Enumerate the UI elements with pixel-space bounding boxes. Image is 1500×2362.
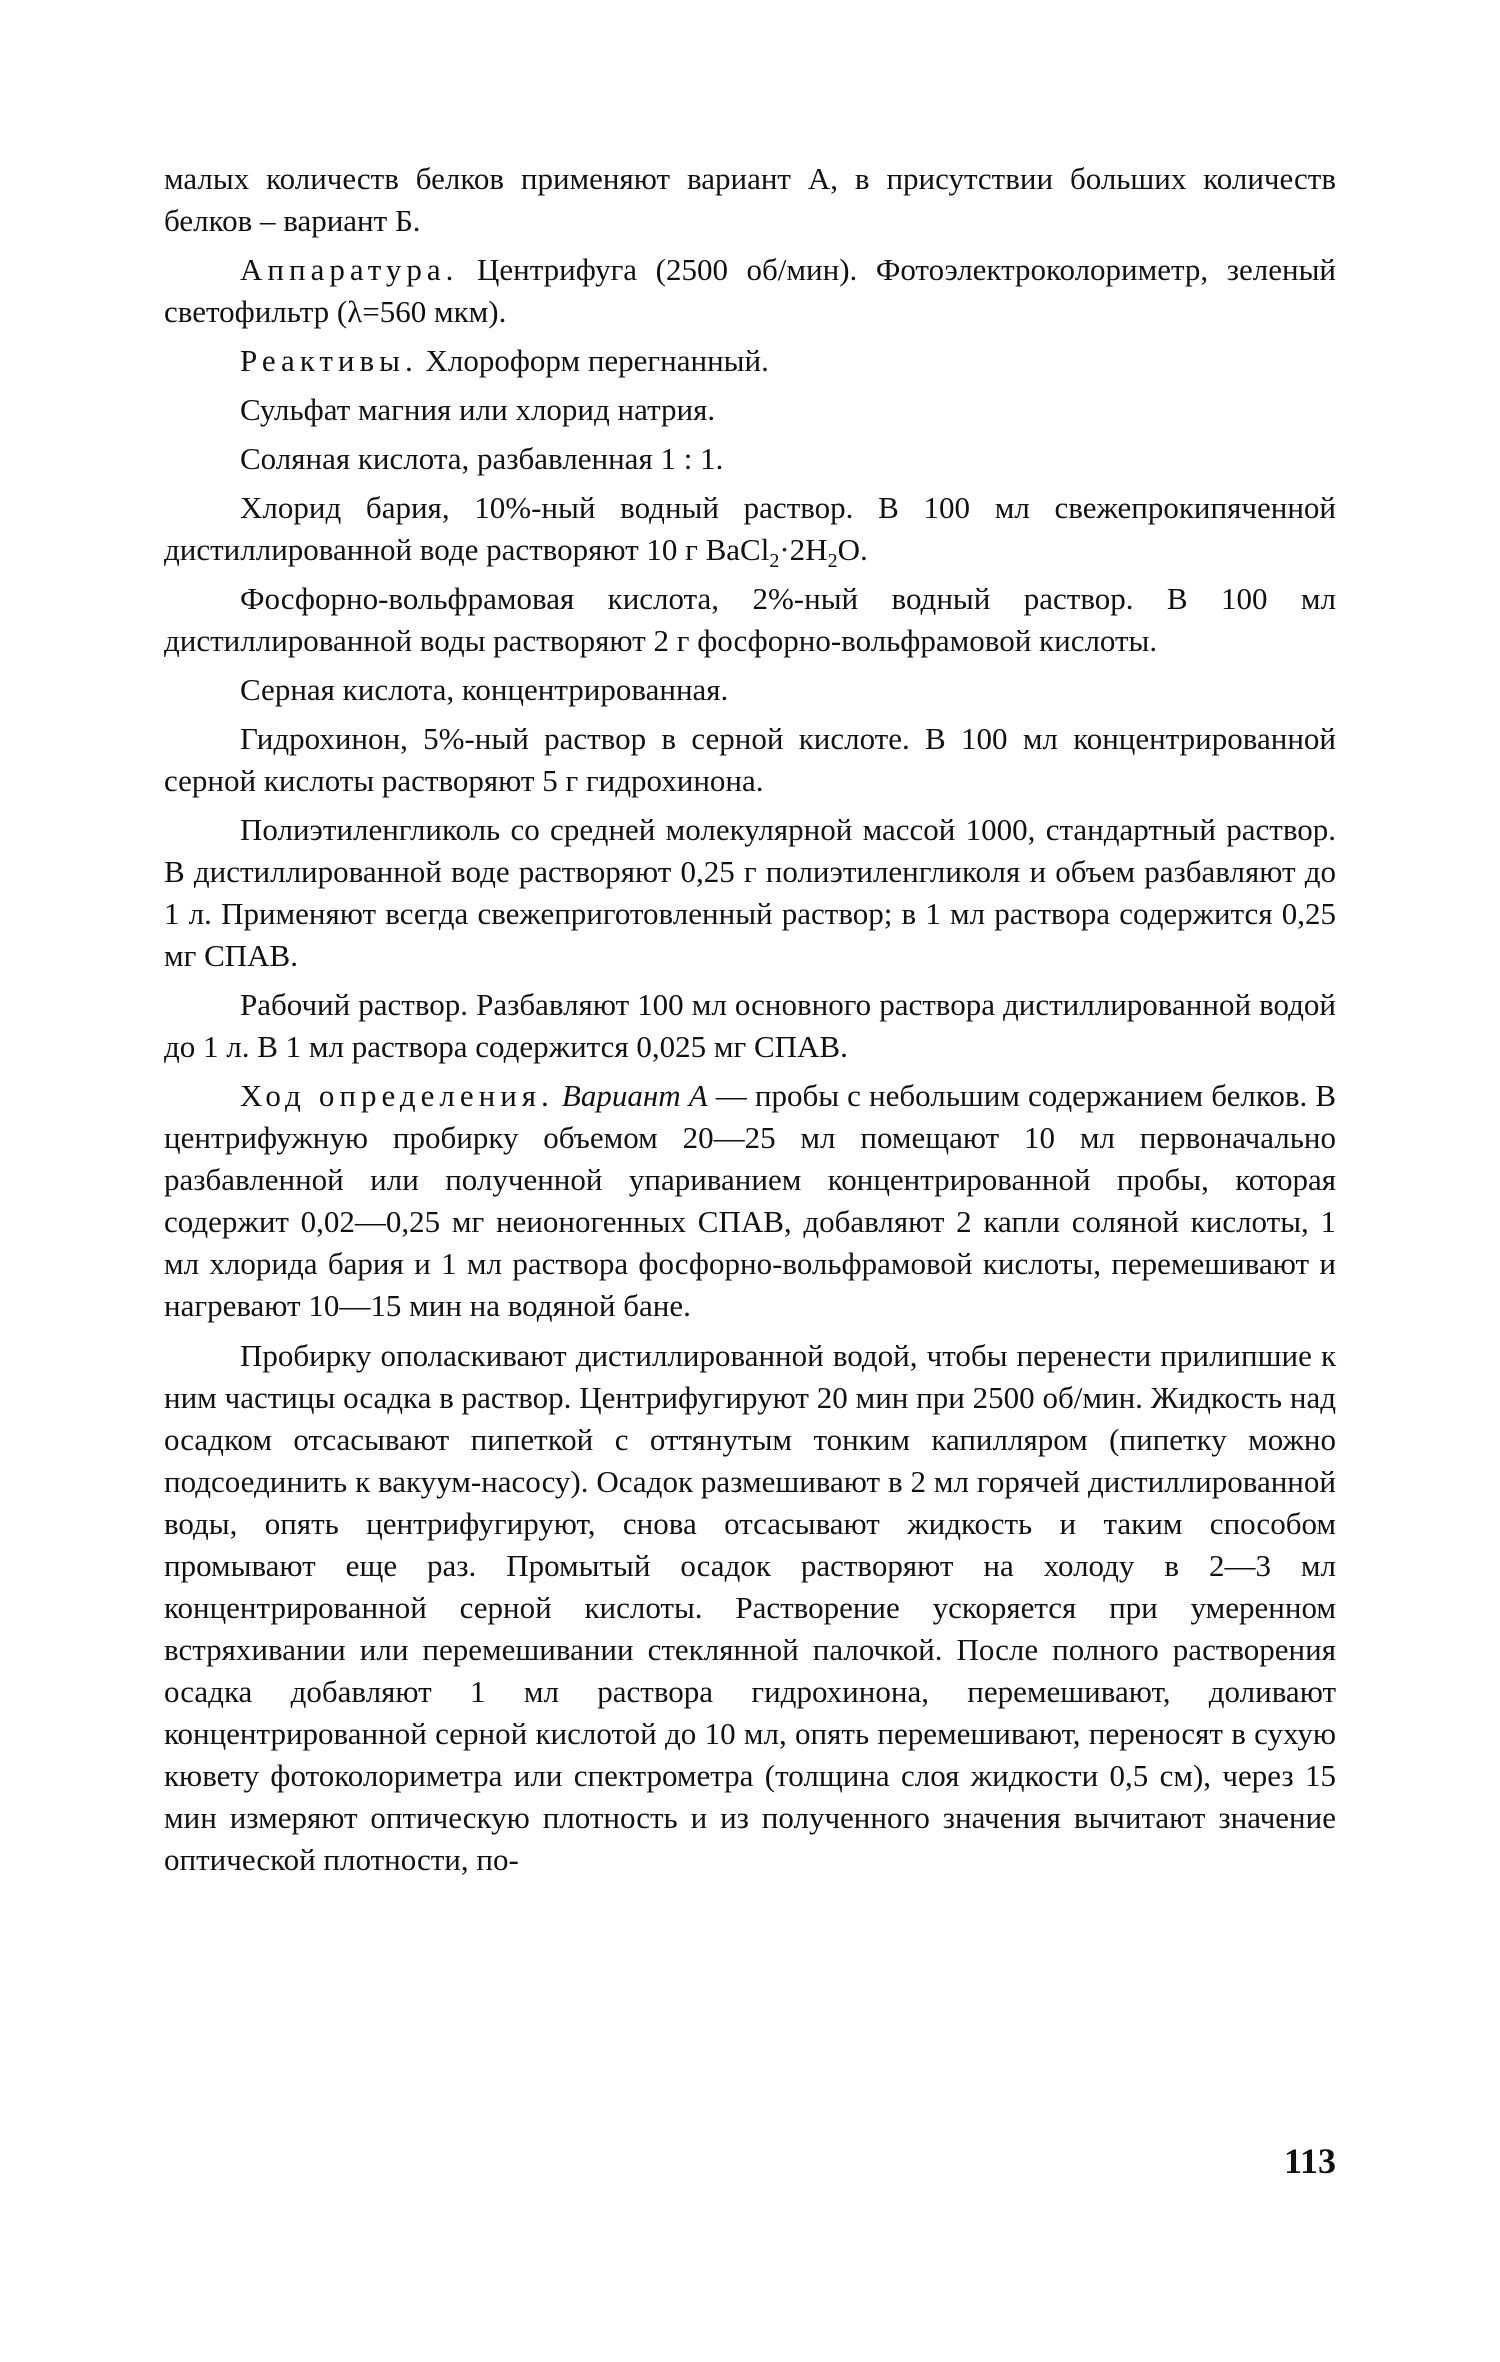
paragraph-hydroquinone (164, 718, 1336, 802)
paragraph-text: Сульфат магния или хлорид натрия. (240, 392, 716, 427)
section-lead-reagents: Реактивы. (240, 343, 418, 378)
paragraph-phosphotungstic-acid (164, 578, 1336, 662)
paragraph-reagents (164, 340, 1336, 382)
paragraph-text: Полиэтиленгликоль со средней молекулярной массой 1000, стандартный раствор. В дистиллированной воде растворяют 0,25 г полиэтиленгликоля и объем разбавляют до 1 л. Применяют всегда свежеприготовленный раствор; в 1 мл раствора содержится 0,25 мг СПАВ. (164, 812, 1336, 973)
paragraph-text: Серная кислота, концентрированная. (240, 672, 729, 707)
paragraph-continuation (164, 158, 1336, 242)
section-lead-apparatus: Аппаратура. (240, 252, 459, 287)
paragraph-text: Хлорид бария, 10%-ный водный раствор. В 100 мл свежепрокипяченной дистиллированной воде растворяют 10 г BaCl (164, 490, 1336, 567)
paragraph-text: Соляная кислота, разбавленная 1 : 1. (240, 441, 724, 476)
variant-label: Вариант А (553, 1078, 708, 1113)
paragraph-hydrochloric-acid (164, 438, 1336, 480)
paragraph-sulfuric-acid (164, 669, 1336, 711)
paragraph-text: малых количеств белков применяют вариант А, в присутствии больших количеств белков – вариант Б. (164, 161, 1336, 238)
paragraph-text: — пробы с небольшим содержанием белков. В центрифужную пробирку объемом 20—25 мл помещают 10 мл первоначально разбавленной или полученной упариванием концентрированной пробы, которая содержит 0,02—0,25 мг неионогенных СПАВ, добавляют 2 капли соляной кислоты, 1 мл хлорида бария и 1 мл раствора фосфорно-вольфрамовой кислоты, перемешивают и нагревают 10—15 мин на водяной бане. (164, 1078, 1336, 1323)
formula-part: O. (837, 532, 868, 567)
paragraph-barium-chloride (164, 487, 1336, 571)
paragraph-text: Рабочий раствор. Разбавляют 100 мл основного раствора дистиллированной водой до 1 л. В 1 мл раствора содержится 0,025 мг СПАВ. (164, 987, 1336, 1064)
paragraph-apparatus (164, 249, 1336, 333)
paragraph-procedure (164, 1075, 1336, 1327)
paragraph-text: Гидрохинон, 5%-ный раствор в серной кислоте. В 100 мл концентрированной серной кислоты растворяют 5 г гидрохинона. (164, 721, 1336, 798)
paragraph-text: Фосфорно-вольфрамовая кислота, 2%-ный водный раствор. В 100 мл дистиллированной воды растворяют 2 г фосфорно-вольфрамовой кислоты. (164, 581, 1336, 658)
subscript: 2 (769, 550, 780, 573)
formula-part: ·2H (779, 532, 828, 567)
page-body (164, 158, 1336, 1888)
subscript: 2 (827, 550, 838, 573)
paragraph-polyethylene-glycol (164, 809, 1336, 977)
section-lead-procedure: Ход определения. (240, 1078, 554, 1113)
paragraph-working-solution (164, 984, 1336, 1068)
paragraph-text: Центрифуга (2500 об/мин). Фотоэлектроколориметр, зеленый светофильтр (λ=560 мкм). (164, 252, 1336, 329)
paragraph-rinse (164, 1335, 1336, 1881)
page-number: 113 (1283, 2141, 1336, 2181)
paragraph-magnesium-sulfate (164, 389, 1336, 431)
paragraph-text: Пробирку ополаскивают дистиллированной водой, чтобы перенести прилипшие к ним частицы осадка в раствор. Центрифугируют 20 мин при 2500 об/мин. Жидкость над осадком отсасывают пипеткой с оттянутым тонким капилляром (пипетку можно подсоединить к вакуум-насосу). Осадок размешивают в 2 мл горячей дистиллированной воды, опять центрифугируют, снова отсасывают жидкость и таким способом промывают еще раз. Промытый осадок растворяют на холоду в 2—3 мл концентрированной серной кислоты. Растворение ускоряется при умеренном встряхивании или перемешивании стеклянной палочкой. После полного растворения осадка добавляют 1 мл раствора гидрохинона, перемешивают, доливают концентрированной серной кислотой до 10 мл, опять перемешивают, переносят в сухую кювету фотоколориметра или спектрометра (толщина слоя жидкости 0,5 см), через 15 мин измеряют оптическую плотность и из полученного значения вычитают значение оптической плотности, по- (164, 1338, 1336, 1877)
paragraph-text: Хлороформ перегнанный. (417, 343, 769, 378)
